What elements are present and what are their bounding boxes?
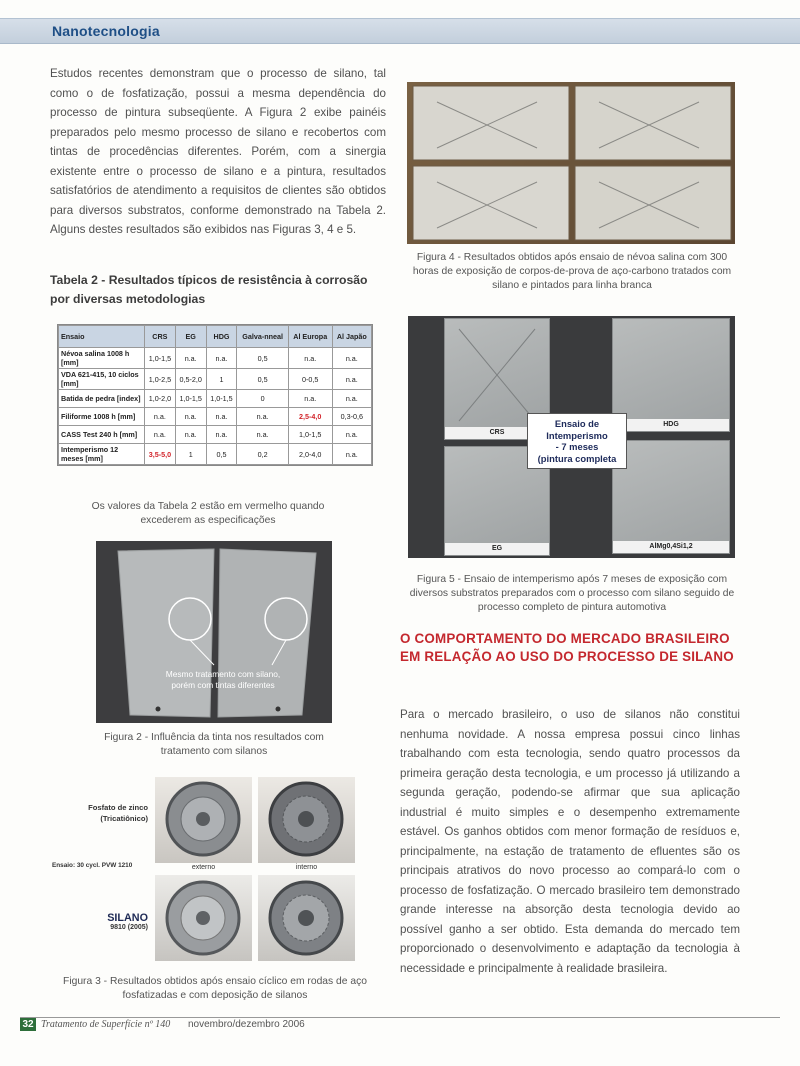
table-cell: 0,5 <box>237 348 288 369</box>
table-cell: n.a. <box>332 369 371 390</box>
figure-4-panels <box>407 82 735 244</box>
table-cell: n.a. <box>332 348 371 369</box>
figure-2-overlay-line: Mesmo tratamento com silano, <box>165 669 281 679</box>
table-note: Os valores da Tabela 2 estão em vermelho quando excederem as especificações <box>91 501 325 526</box>
section-header-bar <box>0 18 800 44</box>
table-cell: n.a. <box>288 390 332 408</box>
table-cell: 0 <box>237 390 288 408</box>
figure-3-label-phosphate: Fosfato de zinco (Tricatiônico) <box>88 803 148 823</box>
figure-5-panel-hdg <box>612 318 730 432</box>
table-cell: n.a. <box>175 348 206 369</box>
publication-name: Tratamento de Superfície nº 140 <box>41 1019 171 1030</box>
figure-5-label-crs: CRS <box>445 427 549 439</box>
table-header-cell: Al Europa <box>288 326 332 348</box>
table-cell: 0,5 <box>206 444 237 465</box>
table-cell: 0,3-0,6 <box>332 408 371 426</box>
figure-3-label-interno: interno <box>295 864 318 871</box>
table-cell: 0,5 <box>237 369 288 390</box>
table-cell: n.a. <box>332 426 371 444</box>
table-cell: Batida de pedra [index] <box>59 390 145 408</box>
table-cell-exceeds: 2,5-4,0 <box>288 408 332 426</box>
table-cell: 1,0-1,5 <box>145 348 176 369</box>
table-cell: n.a. <box>332 390 371 408</box>
wheel-icon <box>258 777 355 863</box>
figure-3-label-test: Ensaio: 30 cycl. PVW 1210 <box>52 862 133 869</box>
figure-5-center-line: - 7 meses <box>555 441 599 452</box>
figure-3-wheel-silano-external <box>155 875 252 961</box>
table-cell: n.a. <box>175 408 206 426</box>
intro-paragraph: Estudos recentes demonstram que o processo de silano, tal como o de fosfatização, possui a mesma dependência do processo de pintura subseqüente. A Figura 2 exibe painéis preparados pelo mesmo processo de silano e recobertos com tintas de procedências diferentes. Porém, com a sinergia existente entre o processo de silano e a pintura, resultados satisfatórios de atendimento a requisitos de clientes são obtidos para diversos substratos, conforme demonstrado na Tabela 2. Alguns destes resultados são exibidos nas Figuras 3, 4 e 5. <box>50 67 386 236</box>
figure-5-label-almg: AlMg0,4Si1,2 <box>613 541 729 553</box>
section-title: Nanotecnologia <box>52 23 160 39</box>
table-cell: n.a. <box>332 444 371 465</box>
figure-2-overlay-text <box>158 669 288 691</box>
figure-2-photo <box>96 541 332 723</box>
figure-5-photo <box>408 316 735 558</box>
figure-3-label-silano-code: 9810 (2005) <box>110 924 148 931</box>
figure-5-panel-almg <box>612 440 730 554</box>
figure-3-wheel-silano-internal <box>258 875 355 961</box>
table-cell: CASS Test 240 h [mm] <box>59 426 145 444</box>
table-cell: n.a. <box>175 426 206 444</box>
figure-3-label-silano: SILANO <box>107 912 148 924</box>
figure-5-center-line: (pintura completa <box>537 452 617 464</box>
figure-3-label-externo: externo <box>191 864 216 871</box>
figure-5-center-line: Ensaio de <box>554 418 600 429</box>
table-cell: Filiforme 1008 h [mm] <box>59 408 145 426</box>
table-cell: n.a. <box>206 348 237 369</box>
table-cell: n.a. <box>145 426 176 444</box>
table-cell: n.a. <box>288 348 332 369</box>
wheel-icon <box>155 777 252 863</box>
table-row <box>59 390 372 408</box>
table-cell: n.a. <box>237 426 288 444</box>
table-header-cell: EG <box>175 326 206 348</box>
table-cell: n.a. <box>206 426 237 444</box>
table-header-cell: HDG <box>206 326 237 348</box>
figure-5-center-label <box>527 413 627 469</box>
figure-2-caption: Figura 2 - Influência da tinta nos resultados com tratamento com silanos <box>104 732 324 757</box>
table-cell: 1 <box>175 444 206 465</box>
table-header-row <box>59 326 372 348</box>
table-row <box>59 426 372 444</box>
table-title: Tabela 2 - Resultados típicos de resistência à corrosão por diversas metodologias <box>50 273 368 306</box>
table-cell: 0,5-2,0 <box>175 369 206 390</box>
table-cell: VDA 621-415, 10 ciclos [mm] <box>59 369 145 390</box>
footer-rule <box>20 1017 780 1018</box>
table-header-cell: CRS <box>145 326 176 348</box>
table-cell-exceeds: 3,5-5,0 <box>145 444 176 465</box>
table-row <box>59 369 372 390</box>
figure-4-caption: Figura 4 - Resultados obtidos após ensaio de névoa salina com 300 horas de exposição de corpos-de-prova de aço-carbono tratados com silano e pintados para linha branca <box>412 252 732 291</box>
figure-3-wheel-phosphate-internal <box>258 777 355 863</box>
corrosion-results-table <box>58 325 372 465</box>
table-cell: 1,0-1,5 <box>288 426 332 444</box>
table-header-cell: Ensaio <box>59 326 145 348</box>
table-cell: 1,0-1,5 <box>206 390 237 408</box>
figure-5-label-eg: EG <box>445 543 549 555</box>
issue-date: novembro/dezembro 2006 <box>188 1019 305 1030</box>
table-header-cell: Galva-nneal <box>237 326 288 348</box>
table-cell: n.a. <box>237 408 288 426</box>
table-cell: 1 <box>206 369 237 390</box>
table-cell: Névoa salina 1008 h [mm] <box>59 348 145 369</box>
section-body: Para o mercado brasileiro, o uso de silanos não constitui nenhuma novidade. A nossa empresa possui cinco linhas trabalhando com esta tecnologia, sendo quatro processos da primeira geração desta tecnologia, e um processo já utilizando a segunda geração, podendo-se afirmar que sua aplicação industrial é muito simples e o desempenho extremamente estável. Os ganhos obtidos com menor formação de resíduos e, principalmente, na estação de tratamento de efluentes são os principais atrativos do novo processo ao compará-lo com o processo de fosfatização. O mercado brasileiro tem demonstrado grande interesse na absorção desta tecnologia devido ao possível ganho a ser obtido. Esta demanda do mercado tem proporcionado o desenvolvimento e adaptação da tecnologia à necessidade e principalmente à realidade brasileira. <box>400 708 740 975</box>
table-cell: 1,0-2,0 <box>145 390 176 408</box>
table-cell: 0,2 <box>237 444 288 465</box>
table-2 <box>57 324 373 466</box>
figure-3-caption: Figura 3 - Resultados obtidos após ensaio cíclico em rodas de aço fosfatizadas e com deposição de silanos <box>63 976 367 1001</box>
figure-3-wheel-phosphate-external <box>155 777 252 863</box>
table-cell: 0-0,5 <box>288 369 332 390</box>
table-header-cell: Al Japão <box>332 326 371 348</box>
table-cell: 1,0-2,5 <box>145 369 176 390</box>
table-cell: n.a. <box>145 408 176 426</box>
page-number: 32 <box>20 1018 36 1031</box>
table-cell: Intemperismo 12 meses [mm] <box>59 444 145 465</box>
section-heading: O COMPORTAMENTO DO MERCADO BRASILEIRO EM RELAÇÃO AO USO DO PROCESSO DE SILANO <box>400 631 734 664</box>
wheel-icon <box>258 875 355 961</box>
table-cell: 2,0-4,0 <box>288 444 332 465</box>
figure-5-caption: Figura 5 - Ensaio de intemperismo após 7 meses de exposição com diversos substratos preparados com o processo com silano seguido de processo completo de pintura automotiva <box>409 574 735 613</box>
figure-4-photo <box>407 82 735 244</box>
figure-5-label-hdg: HDG <box>613 419 729 431</box>
wheel-icon <box>155 875 252 961</box>
figure-2-panels <box>96 541 332 723</box>
table-row <box>59 444 372 465</box>
figure-5-center-line: Intemperismo <box>546 429 608 441</box>
table-cell: n.a. <box>206 408 237 426</box>
figure-2-overlay-line: porém com tintas diferentes <box>171 680 275 690</box>
table-cell: 1,0-1,5 <box>175 390 206 408</box>
table-row <box>59 408 372 426</box>
table-row <box>59 348 372 369</box>
